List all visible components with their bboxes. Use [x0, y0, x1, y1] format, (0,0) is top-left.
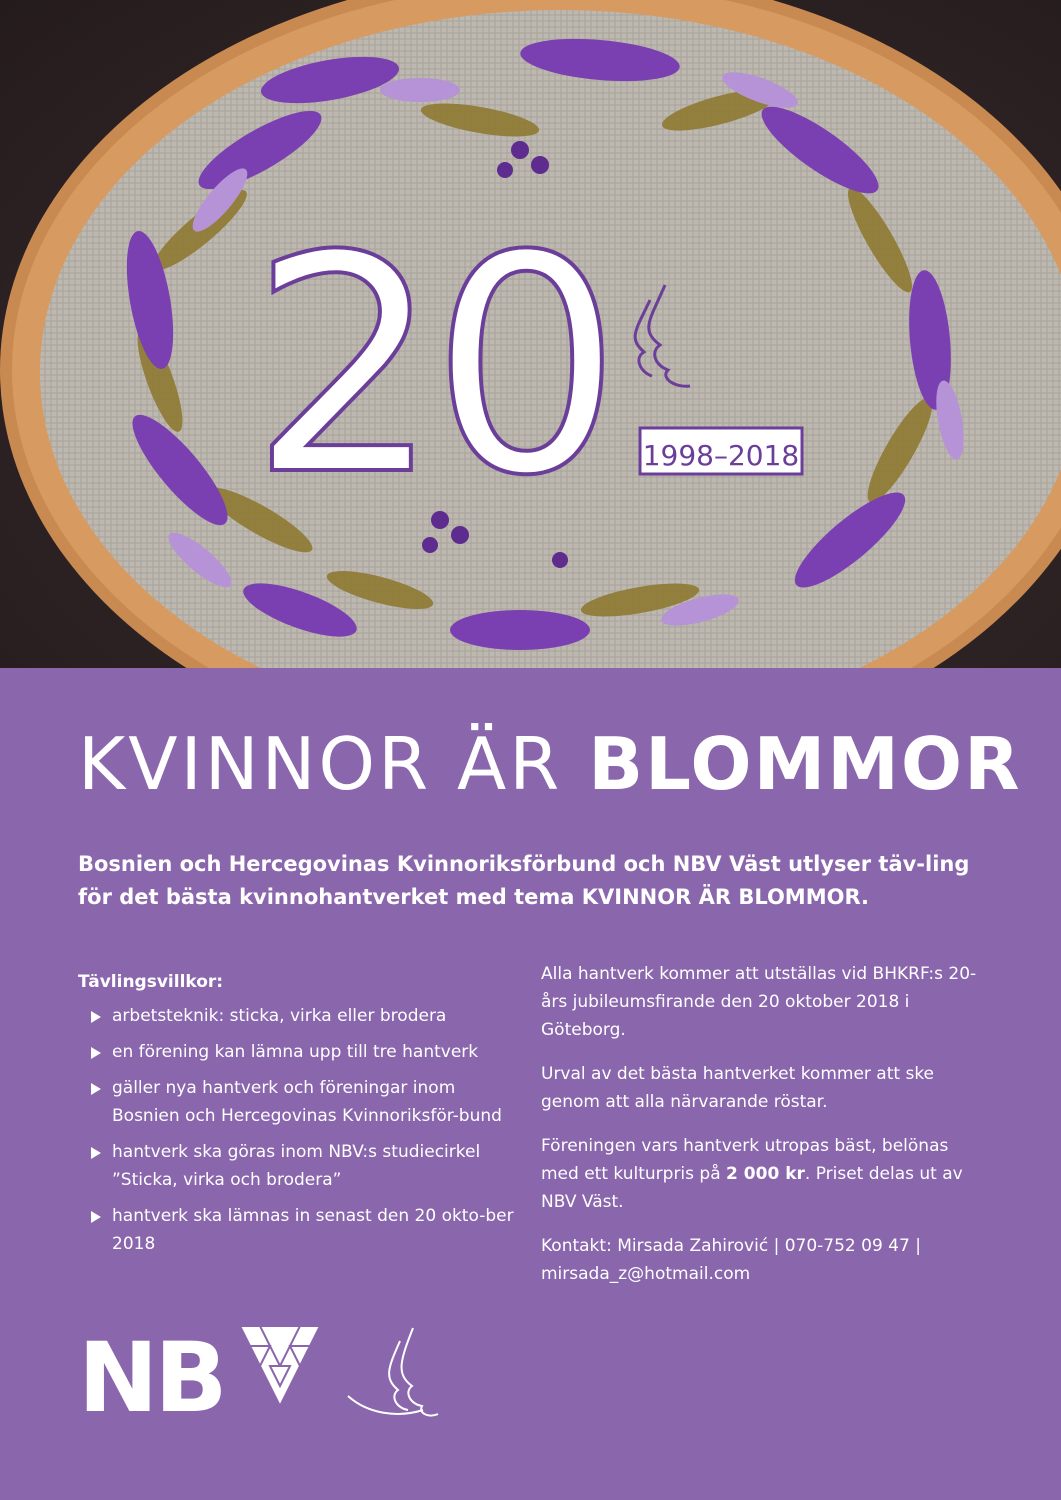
- hero-embroidery-photo: [0, 0, 1061, 668]
- intro-text: Bosnien och Hercegovinas Kvinnoriksförbund och NBV Väst utlyser täv-ling för det bästa kvinnohantverket med tema KVINNOR ÄR BLOMMOR.: [78, 852, 970, 909]
- info-section: [541, 960, 981, 1304]
- list-item-text: gäller nya hantverk och föreningar inom Bosnien och Hercegovinas Kvinnoriksför-bund: [112, 1078, 502, 1126]
- contact-text: Kontakt: Mirsada Zahirović | 070-752 09 47 | mirsada_z@hotmail.com: [541, 1236, 921, 1284]
- prize-text: Föreningen vars hantverk utropas bäst, belönas med ett kulturpris på 2 000 kr. Priset delas ut av NBV Väst.: [541, 1136, 963, 1212]
- bullet-triangle-icon: [91, 1211, 101, 1223]
- exhibition-text: Alla hantverk kommer att utställas vid BHKRF:s 20-års jubileumsfirande den 20 oktober 2018 i Göteborg.: [541, 964, 977, 1040]
- anniversary-number: 20: [250, 192, 612, 541]
- headline-light: KVINNOR ÄR: [78, 722, 589, 806]
- conditions-section: [78, 968, 523, 1266]
- list-item-text: en förening kan lämna upp till tre hantverk: [112, 1042, 479, 1062]
- bullet-triangle-icon: [91, 1047, 101, 1059]
- faces-logo-icon: [348, 1328, 438, 1416]
- conditions-list: [78, 1002, 523, 1258]
- list-item-text: hantverk ska göras inom NBV:s studiecirkel ”Sticka, virka och brodera”: [112, 1142, 481, 1190]
- prize-amount: 2 000 kr: [726, 1164, 805, 1184]
- bullet-triangle-icon: [91, 1083, 101, 1095]
- logo-row: [78, 1326, 478, 1430]
- headline: [78, 722, 1022, 806]
- nbv-letters: NB: [78, 1326, 224, 1426]
- list-item-text: hantverk ska lämnas in senast den 20 okto-ber 2018: [112, 1206, 514, 1254]
- anniversary-years: 1998–2018: [642, 439, 800, 472]
- voting-text: Urval av det bästa hantverket kommer att ske genom att alla närvarande röstar.: [541, 1064, 935, 1112]
- embroidery-hoop-image: [0, 0, 1061, 668]
- headline-bold: BLOMMOR: [588, 722, 1022, 806]
- list-item: [78, 1038, 523, 1066]
- list-item: [78, 1074, 523, 1130]
- list-item: [78, 1202, 523, 1258]
- bullet-triangle-icon: [91, 1147, 101, 1159]
- list-item-text: arbetsteknik: sticka, virka eller brodera: [112, 1006, 447, 1026]
- nbv-logo-icon: [78, 1326, 478, 1426]
- list-item: [78, 1002, 523, 1030]
- list-item: [78, 1138, 523, 1194]
- info-panel: [0, 668, 1061, 1500]
- conditions-title: Tävlingsvillkor:: [78, 972, 224, 992]
- bullet-triangle-icon: [91, 1011, 101, 1023]
